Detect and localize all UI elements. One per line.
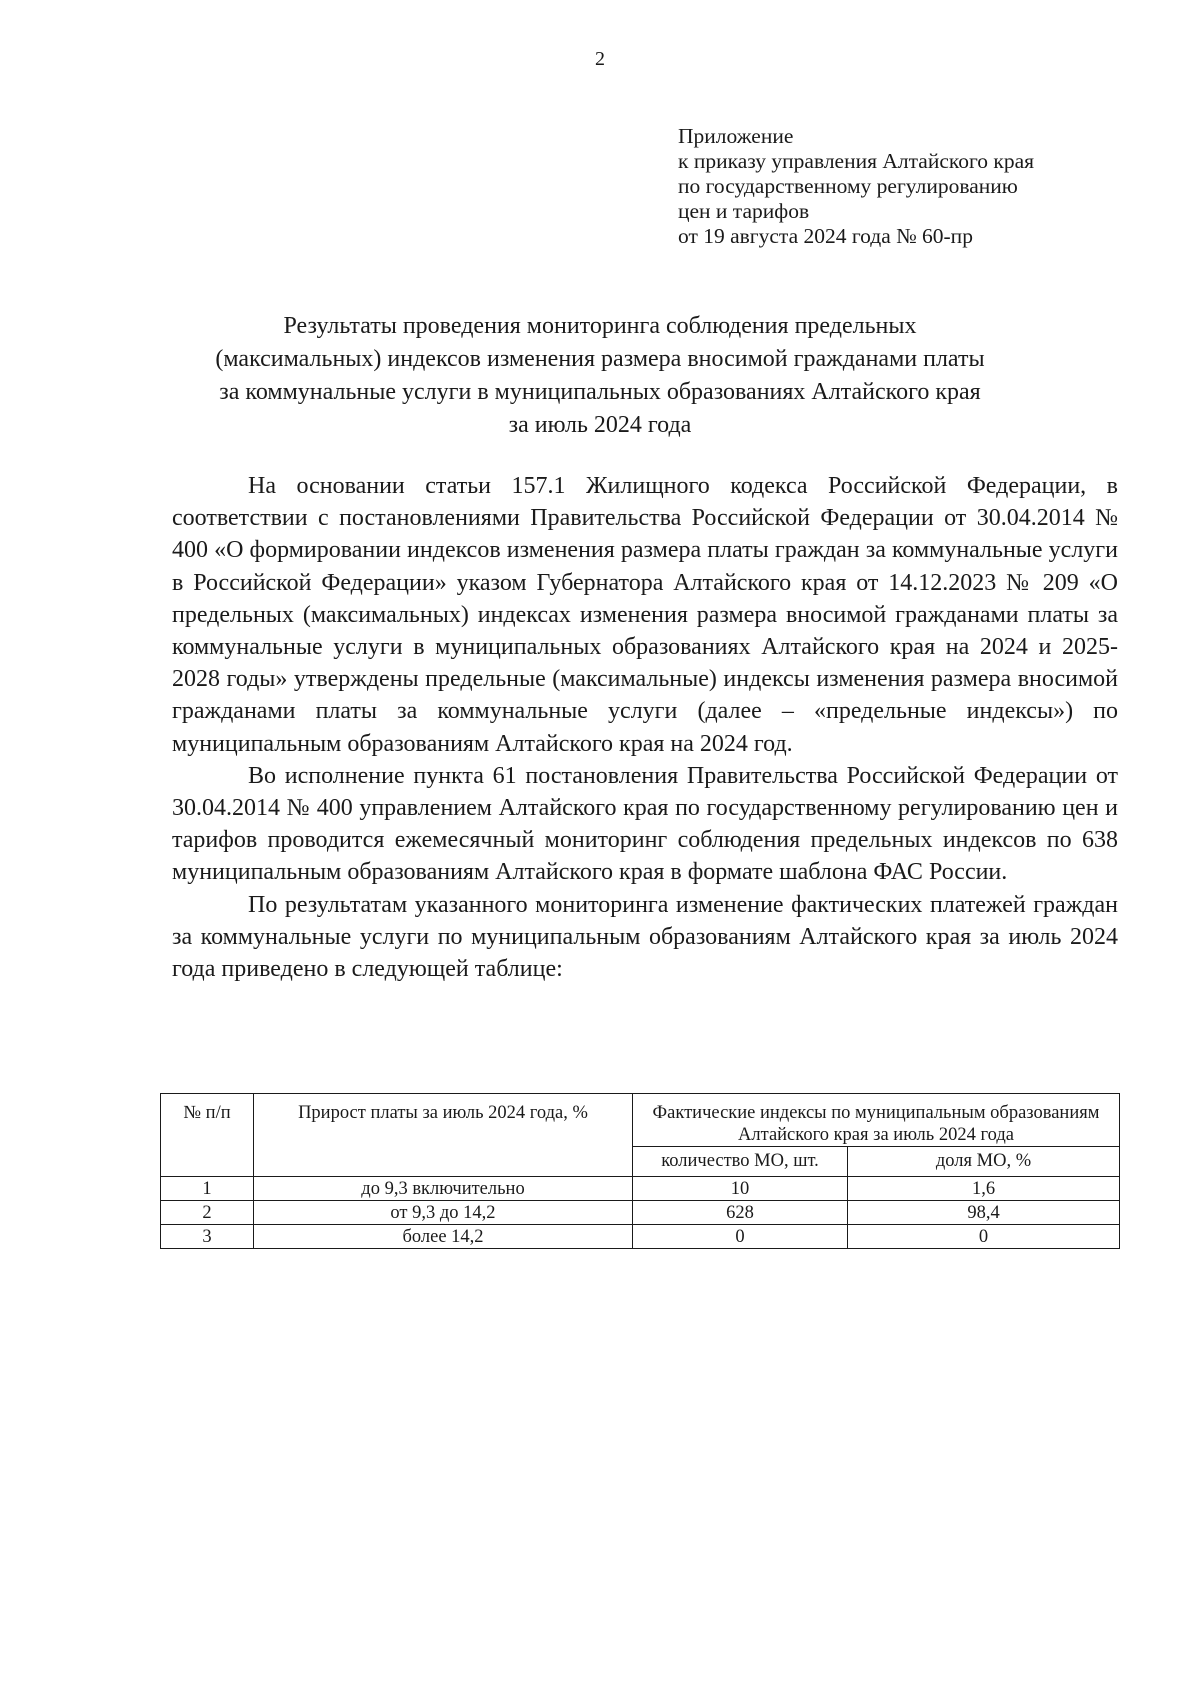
appendix-line: Приложение: [678, 124, 794, 148]
header-share: доля МО, %: [848, 1147, 1120, 1177]
document-title: [150, 310, 1050, 442]
table-row: [161, 1225, 1120, 1249]
page-number: 2: [595, 48, 605, 70]
appendix-block: [678, 124, 1138, 249]
paragraph: На основании статьи 157.1 Жилищного кодекса Российской Федерации, в соответствии с постановлениями Правительства Российской Федерации от 30.04.2014 № 400 «О формировании индексов изменения размера платы граждан за коммунальные услуги в Российской Федерации» указом Губернатора Алтайского края от 14.12.2023 № 209 «О предельных (максимальных) индексах изменения размера вносимой гражданами платы за коммунальные услуги в муниципальных образованиях Алтайского края на 2024 и 2025-2028 годы» утверждены предельные (максимальные) индексы изменения размера вносимой гражданами платы за коммунальные услуги (далее – «предельные индексы») по муниципальным образованиям Алтайского края на 2024 год.: [172, 473, 1118, 757]
cell-growth: от 9,3 до 14,2: [254, 1201, 633, 1225]
header-number: № п/п: [161, 1094, 254, 1177]
appendix-line: по государственному регулированию: [678, 174, 1018, 198]
title-line: за июль 2024 года: [508, 412, 692, 438]
header-actual-indexes: Фактические индексы по муниципальным образованиям Алтайского края за июль 2024 года: [633, 1094, 1120, 1147]
body-text: [172, 470, 1118, 985]
header-growth: Прирост платы за июль 2024 года, %: [254, 1094, 633, 1177]
paragraph: Во исполнение пункта 61 постановления Правительства Российской Федерации от 30.04.2014 № 400 управлением Алтайского края по государственному регулированию цен и тарифов проводится ежемесячный мониторинг соблюдения предельных индексов по 638 муниципальным образованиям Алтайского края в формате шаблона ФАС России.: [172, 762, 1118, 886]
title-line: (максимальных) индексов изменения размера вносимой гражданами платы: [215, 346, 985, 372]
cell-share: 98,4: [848, 1201, 1120, 1225]
header-count: количество МО, шт.: [633, 1147, 848, 1177]
cell-count: 628: [633, 1201, 848, 1225]
cell-count: 0: [633, 1225, 848, 1249]
cell-growth: более 14,2: [254, 1225, 633, 1249]
cell-number: 3: [161, 1225, 254, 1249]
cell-share: 1,6: [848, 1177, 1120, 1201]
title-line: за коммунальные услуги в муниципальных образованиях Алтайского края: [219, 379, 981, 405]
cell-number: 1: [161, 1177, 254, 1201]
paragraph: По результатам указанного мониторинга изменение фактических платежей граждан за коммунальные услуги по муниципальным образованиям Алтайского края за июль 2024 года приведено в следующей таблице:: [172, 891, 1118, 983]
title-line: Результаты проведения мониторинга соблюдения предельных: [283, 313, 917, 339]
table-row: [161, 1177, 1120, 1201]
cell-number: 2: [161, 1201, 254, 1225]
appendix-line: к приказу управления Алтайского края: [678, 149, 1035, 173]
cell-share: 0: [848, 1225, 1120, 1249]
appendix-line: от 19 августа 2024 года № 60-пр: [678, 224, 973, 248]
table-row: [161, 1201, 1120, 1225]
cell-count: 10: [633, 1177, 848, 1201]
cell-growth: до 9,3 включительно: [254, 1177, 633, 1201]
appendix-line: цен и тарифов: [678, 199, 810, 223]
results-table: [160, 1093, 1120, 1249]
